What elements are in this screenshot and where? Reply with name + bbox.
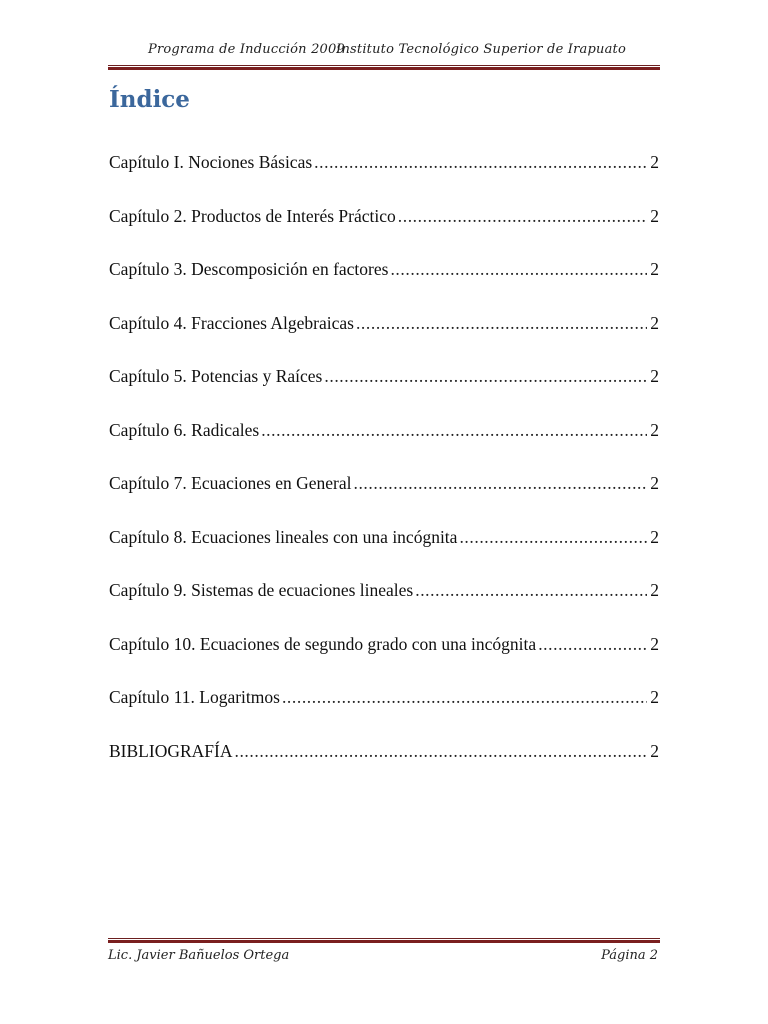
toc-entry-label: Capítulo I. Nociones Básicas xyxy=(109,152,313,172)
header-program-title: Programa de Inducción 2009 xyxy=(148,42,345,57)
toc-entry-page: 2 xyxy=(650,259,659,279)
footer-page-number: Página 2 xyxy=(601,948,658,963)
toc-entry[interactable] xyxy=(109,150,659,204)
toc-entry-label: Capítulo 4. Fracciones Algebraicas xyxy=(109,312,354,333)
toc-leader-dots xyxy=(398,204,648,228)
toc-entry[interactable] xyxy=(109,632,659,686)
footer-rule xyxy=(108,938,660,943)
toc-entry[interactable] xyxy=(109,364,659,418)
toc-entry-label: Capítulo 9. Sistemas de ecuaciones lineales xyxy=(109,580,414,600)
toc-entry-label: BIBLIOGRAFÍA xyxy=(109,740,233,761)
toc-leader-dots xyxy=(324,364,647,388)
toc-entry[interactable] xyxy=(109,418,659,472)
toc-leader-dots xyxy=(459,525,647,549)
toc-leader-dots xyxy=(261,418,647,442)
toc-entry-label: Capítulo 5. Potencias y Raíces xyxy=(109,366,323,386)
toc-entry-label: Capítulo 3. Descomposición en factores xyxy=(109,259,389,279)
toc-entry-label: Capítulo 2. Productos de Interés Práctico xyxy=(109,205,396,226)
toc-entry[interactable] xyxy=(109,311,659,365)
toc-entry[interactable] xyxy=(109,685,659,739)
toc-entry-label: Capítulo 8. Ecuaciones lineales con una incógnita xyxy=(109,526,458,547)
toc-leader-dots xyxy=(415,578,647,602)
toc-entry[interactable] xyxy=(109,204,659,258)
toc-entry[interactable] xyxy=(109,525,659,579)
page-footer xyxy=(108,938,660,968)
toc-entry-page: 2 xyxy=(650,580,659,600)
toc-entry-page: 2 xyxy=(650,152,659,172)
toc-leader-dots xyxy=(234,739,647,763)
toc-entry[interactable] xyxy=(109,739,659,793)
toc-entry[interactable] xyxy=(109,257,659,311)
toc-entry-page: 2 xyxy=(650,366,659,386)
toc-leader-dots xyxy=(356,311,647,335)
header-institute-name: Instituto Tecnológico Superior de Irapuato xyxy=(336,42,626,57)
toc-entry-page: 2 xyxy=(650,205,659,226)
toc-entry-page: 2 xyxy=(650,419,659,440)
toc-leader-dots xyxy=(353,471,647,495)
toc-entry-label: Capítulo 11. Logaritmos xyxy=(109,687,280,707)
footer-author: Lic. Javier Bañuelos Ortega xyxy=(108,948,290,963)
toc-entry-page: 2 xyxy=(650,633,659,654)
toc-leader-dots xyxy=(314,150,647,174)
page-header xyxy=(108,40,660,70)
toc-leader-dots xyxy=(390,257,647,281)
toc-leader-dots xyxy=(282,685,647,709)
page-title: Índice xyxy=(109,86,190,113)
toc-entry[interactable] xyxy=(109,578,659,632)
toc-entry-page: 2 xyxy=(650,312,659,333)
toc-entry[interactable] xyxy=(109,471,659,525)
toc-entry-page: 2 xyxy=(650,526,659,547)
toc-entry-label: Capítulo 6. Radicales xyxy=(109,419,260,440)
header-rule xyxy=(108,65,660,70)
toc-leader-dots xyxy=(538,632,647,656)
toc-entry-page: 2 xyxy=(650,473,659,493)
toc-entry-label: Capítulo 7. Ecuaciones en General xyxy=(109,473,352,493)
table-of-contents xyxy=(109,150,659,792)
toc-entry-page: 2 xyxy=(650,687,659,707)
toc-entry-page: 2 xyxy=(650,740,659,761)
toc-entry-label: Capítulo 10. Ecuaciones de segundo grado con una incógnita xyxy=(109,633,537,654)
